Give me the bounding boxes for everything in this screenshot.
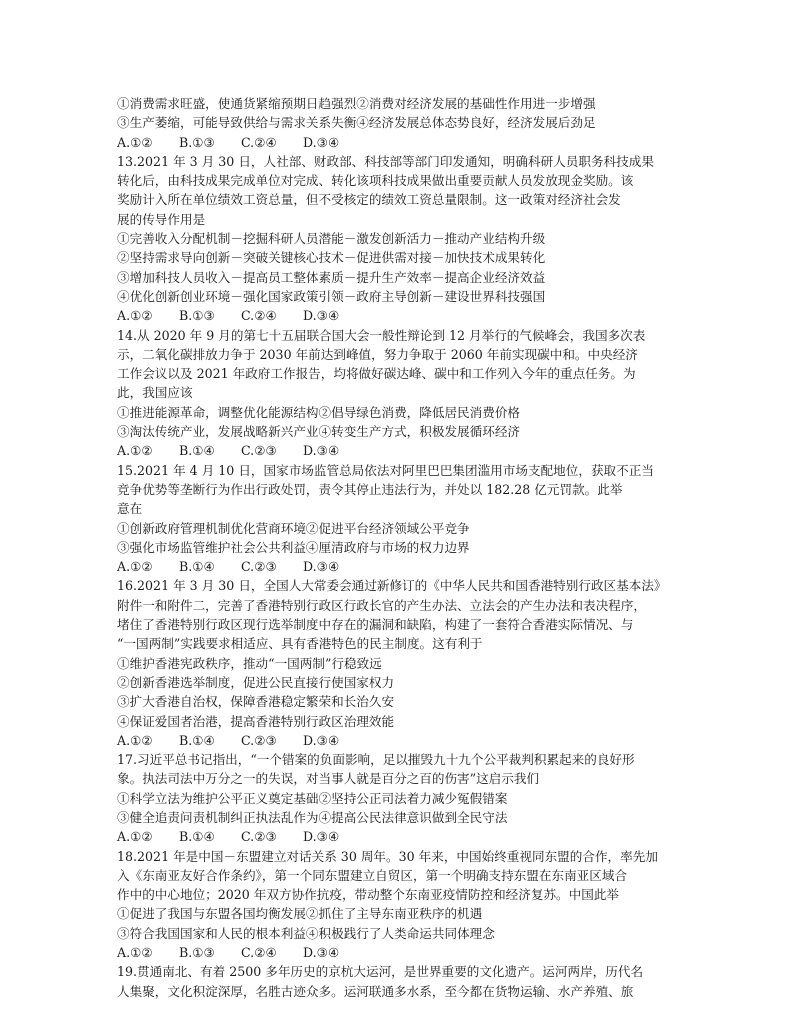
question-12-tail	[117, 94, 687, 152]
option-a: A.①②	[117, 134, 153, 150]
question-stem-line: 象。执法司法中万分之一的失误，对当事人就是百分之百的伤害”这启示我们	[117, 771, 540, 787]
option-b: B.①③	[179, 308, 215, 324]
statement-line: ①促进了我国与东盟各国均衡发展②抓住了主导东南亚秩序的机遇	[117, 906, 483, 922]
option-c: C.②③	[241, 559, 277, 575]
option-b: B.①④	[179, 829, 215, 845]
statement-line: ①维护香港宪政秩序，推动“一国两制”行稳致远	[117, 655, 382, 671]
option-d: D.③④	[303, 308, 340, 324]
option-c: C.②③	[241, 443, 277, 459]
option-a: A.①②	[117, 945, 153, 961]
option-a: A.①②	[117, 732, 153, 748]
option-c: C.②④	[241, 945, 277, 961]
question-stem-line: 作中的中心地位；2020 年双方协作抗疫，带动整个东南亚疫情防控和经济复苏。中国此举	[117, 887, 620, 903]
question-stem-line: 意在	[117, 501, 143, 517]
statement-line: ③淘汰传统产业，发展战略新兴产业④转变生产方式，积极发展循环经济	[117, 424, 520, 440]
question-17	[117, 750, 687, 846]
option-d: D.③④	[303, 559, 340, 575]
statement-line: ②坚持需求导向创新－突破关键核心技术－促进供需对接－加快技术成果转化	[117, 250, 546, 266]
statement-line: ④优化创新创业环境－强化国家政策引领－政府主导创新－建设世界科技强国	[117, 288, 546, 304]
question-stem-line: 竞争优势等垄断行为作出行政处罚，责令其停止违法行为，并处以 182.28 亿元罚款。此举	[117, 481, 623, 497]
question-13	[117, 152, 687, 326]
question-stem-line: 16.2021 年 3 月 30 日，全国人大常委会通过新修订的《中华人民共和国香港特别行政区基本法》	[117, 578, 667, 594]
statement-line: ③增加科技人员收入－提高员工整体素质－提升生产效率－提高企业经济效益	[117, 269, 546, 285]
option-b: B.①④	[179, 443, 215, 459]
option-b: B.①④	[179, 732, 215, 748]
statement-line: ③强化市场监管维护社会公共利益④厘清政府与市场的权力边界	[117, 539, 470, 555]
option-c: C.②③	[241, 829, 277, 845]
answer-options	[117, 306, 687, 325]
option-d: D.③④	[303, 829, 340, 845]
statement-line: ①完善收入分配机制－挖掘科研人员潜能－激发创新活力－推动产业结构升级	[117, 231, 546, 247]
question-stem-line: 人集聚，文化积淀深厚，名胜古迹众多。运河联通多水系，至今都在货物运输、水产养殖、旅	[117, 983, 634, 999]
question-16	[117, 576, 687, 750]
question-stem-line: 14.从 2020 年 9 月的第七十五届联合国大会一般性辩论到 12 月举行的气候峰会，我国多次表	[117, 327, 646, 343]
question-stem-line: 15.2021 年 4 月 10 日，国家市场监管总局依法对阿里巴巴集团滥用市场支配地位，获取不正当	[117, 462, 654, 478]
option-a: A.①②	[117, 559, 153, 575]
option-b: B.①④	[179, 559, 215, 575]
statement-line: ②创新香港选举制度，促进公民直接行使国家权力	[117, 674, 395, 690]
statement-line: ①推进能源革命，调整优化能源结构②倡导绿色消费，降低居民消费价格	[117, 404, 520, 420]
question-stem-line: 此，我国应该	[117, 385, 193, 401]
question-stem-line: 堵住了香港特别行政区现行选举制度中存在的漏洞和缺陷，构建了一套符合香港实际情况、与	[117, 617, 634, 633]
question-14	[117, 326, 687, 461]
question-15	[117, 461, 687, 577]
answer-options	[117, 133, 687, 152]
option-c: C.②④	[241, 134, 277, 150]
option-d: D.③④	[303, 732, 340, 748]
statement-line: ①科学立法为维护公平正义奠定基础②坚持公正司法着力减少冤假错案	[117, 790, 508, 806]
question-stem-line: 19.贯通南北、有着 2500 多年历史的京杭大运河，是世界重要的文化遗产。运河两岸，历代名	[117, 964, 644, 980]
question-stem-line: 展的传导作用是	[117, 211, 206, 227]
option-a: A.①②	[117, 443, 153, 459]
question-stem-line: 入《东南亚友好合作条约》，第一个同东盟建立自贸区，第一个明确支持东盟在东南亚区域合	[117, 867, 628, 883]
answer-options	[117, 441, 687, 460]
option-a: A.①②	[117, 829, 153, 845]
statement-line: ①消费需求旺盛，使通货紧缩预期日趋强烈②消费对经济发展的基础性作用进一步增强	[117, 96, 596, 111]
statement-line: ①创新政府管理机制优化营商环境②促进平台经济领域公平竞争	[117, 520, 470, 536]
answer-options	[117, 943, 687, 962]
question-stem-line: 17.习近平总书记指出，“一个错案的负面影响，足以摧毁九十九个公平裁判积累起来的良好形	[117, 752, 635, 768]
question-19	[117, 962, 687, 1001]
option-c: C.②④	[241, 308, 277, 324]
question-18	[117, 847, 687, 963]
question-stem-line: 13.2021 年 3 月 30 日，人社部、财政部、科技部等部门印发通知，明确科研人员职务科技成果	[117, 153, 654, 169]
exam-page	[117, 94, 687, 1001]
option-d: D.③④	[303, 134, 340, 150]
question-stem-line: 工作会议以及 2021 年政府工作报告，均将做好碳达峰、碳中和工作列入今年的重点任务。为	[117, 366, 636, 382]
question-stem-line: 示，二氧化碳排放力争于 2030 年前达到峰值，努力争取于 2060 年前实现碳中和。中央经济	[117, 346, 638, 362]
question-stem-line: 转化后，由科技成果完成单位对完成、转化该项科技成果做出重要贡献人员发放现金奖励。该	[117, 173, 634, 189]
statement-line: ④保证爱国者治港，提高香港特别行政区治理效能	[117, 713, 395, 729]
option-d: D.③④	[303, 945, 340, 961]
option-b: B.①③	[179, 945, 215, 961]
question-stem-line: 18.2021 年是中国－东盟建立对话关系 30 周年。30 年来，中国始终重视同东盟的合作，率先加	[117, 848, 658, 864]
option-b: B.①③	[179, 134, 215, 150]
question-stem-line: 附件一和附件二，完善了香港特别行政区行政长官的产生办法、立法会的产生办法和表决程序，	[117, 597, 646, 613]
statement-line: ③生产萎缩，可能导致供给与需求关系失衡④经济发展总体态势良好，经济发展后劲足	[117, 115, 596, 131]
statement-line: ③符合我国国家和人民的根本利益④积极践行了人类命运共同体理念	[117, 925, 495, 941]
answer-options	[117, 827, 687, 846]
statement-line: ③扩大香港自治权，保障香港稳定繁荣和长治久安	[117, 694, 395, 710]
statement-line: ③健全追责问责机制纠正执法乱作为④提高公民法律意识做到全民守法	[117, 809, 508, 825]
question-stem-line: 奖励计入所在单位绩效工资总量，但不受核定的绩效工资总量限制。这一政策对经济社会发	[117, 192, 621, 208]
answer-options	[117, 557, 687, 576]
answer-options	[117, 731, 687, 750]
question-stem-line: “一国两制”实践要求相适应、具有香港特色的民主制度。这有利于	[117, 636, 483, 652]
option-a: A.①②	[117, 308, 153, 324]
option-c: C.②③	[241, 732, 277, 748]
option-d: D.③④	[303, 443, 340, 459]
